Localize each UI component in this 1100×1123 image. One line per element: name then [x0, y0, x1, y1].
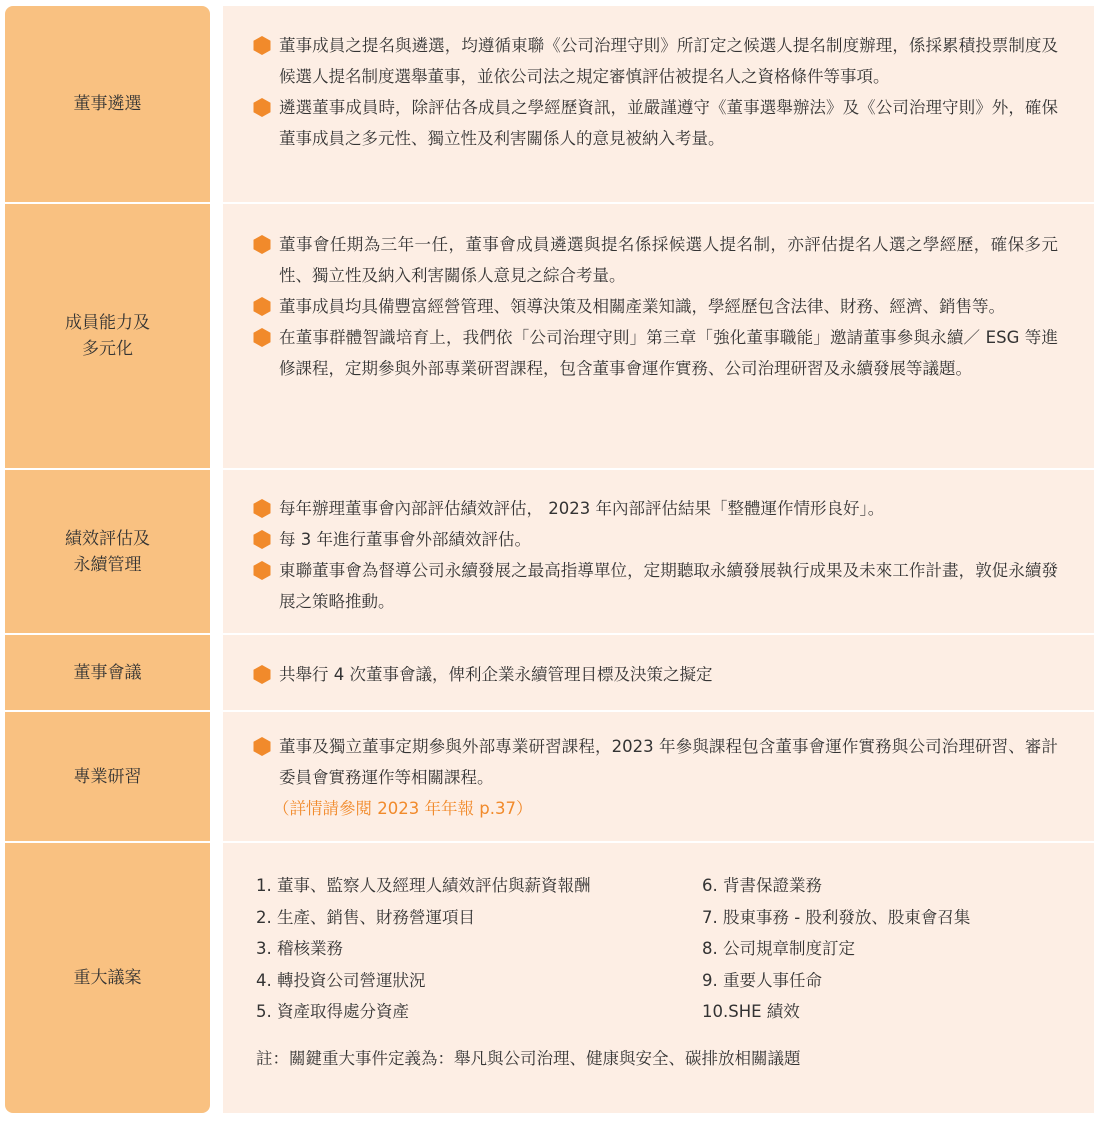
- agenda-item: 4. 轉投資公司營運狀況: [256, 970, 426, 990]
- label-text: 董事遴選: [73, 94, 142, 114]
- list-item: [253, 229, 1058, 291]
- hexagon-bullet-icon: [253, 328, 271, 347]
- label-line: 多元化: [82, 339, 133, 359]
- agenda-item: 6. 背書保證業務: [702, 876, 822, 895]
- agenda-item: 2. 生產、銷售、財務營運項目: [256, 907, 475, 927]
- bullet-list: [253, 659, 1058, 690]
- agenda-item: 3. 稽核業務: [256, 939, 343, 958]
- row-label-board-meetings: [5, 635, 210, 710]
- list-item: [253, 493, 1058, 524]
- hexagon-bullet-icon: [253, 530, 271, 549]
- label-line: 成員能力及: [65, 313, 150, 333]
- label-text: 董事會議: [73, 662, 142, 683]
- bullet-list: [253, 731, 1058, 793]
- label-line: 績效評估及: [65, 528, 150, 549]
- definition-note: 註：關鍵重大事件定義為：舉凡與公司治理、健康與安全、碳排放相關議題: [256, 1049, 801, 1068]
- bullet-text: 每 3 年進行董事會外部績效評估。: [279, 530, 531, 549]
- agenda-column-left: [256, 870, 591, 1028]
- row-label-director-selection: [5, 6, 210, 202]
- list-item: [253, 92, 1058, 154]
- bullet-text: 董事及獨立董事定期參與外部專業研習課程，2023 年參與課程包含董事會運作實務與公司治理研習、審計委員會實務運作等相關課程。: [279, 737, 1058, 787]
- label-text: [65, 310, 150, 362]
- list-item: [253, 291, 1058, 322]
- board-governance-table: [5, 6, 1094, 1113]
- hexagon-bullet-icon: [253, 665, 271, 684]
- bullet-list: [253, 493, 1058, 617]
- hexagon-bullet-icon: [253, 561, 271, 580]
- row-label-performance: [5, 470, 210, 633]
- agenda-item: 1. 董事、監察人及經理人績效評估與薪資報酬: [256, 876, 591, 895]
- list-item: [253, 555, 1058, 617]
- bullet-text: 每年辦理董事會內部評估績效評估， 2023 年內部評估結果「整體運作情形良好」。: [279, 499, 885, 518]
- hexagon-bullet-icon: [253, 36, 271, 55]
- agenda-item: 10.SHE 績效: [702, 1002, 800, 1021]
- row-content-director-selection: [223, 6, 1094, 202]
- row-label-training: [5, 712, 210, 841]
- bullet-text: 董事會任期為三年一任，董事會成員遴選與提名係採候選人提名制，亦評估提名人選之學經歷，確保多元性、獨立性及納入利害關係人意見之綜合考量。: [279, 235, 1058, 285]
- hexagon-bullet-icon: [253, 297, 271, 316]
- row-content-major-resolutions: [223, 843, 1094, 1113]
- agenda-item: 5. 資產取得處分資產: [256, 1002, 409, 1021]
- list-item: [253, 322, 1058, 384]
- bullet-text: 東聯董事會為督導公司永續發展之最高指導單位，定期聽取永續發展執行成果及未來工作計畫，敦促永續發展之策略推動。: [279, 561, 1058, 611]
- row-label-diversity: [5, 204, 210, 468]
- agenda-item: 9. 重要人事任命: [702, 970, 822, 990]
- label-line: 永續管理: [73, 554, 142, 575]
- hexagon-bullet-icon: [253, 235, 271, 254]
- hexagon-bullet-icon: [253, 98, 271, 117]
- agenda-item: 7. 股東事務 - 股利發放、股東會召集: [702, 907, 971, 927]
- list-item: [253, 659, 1058, 690]
- bullet-text: 董事成員均具備豐富經營管理、領導決策及相關產業知識，學經歷包含法律、財務、經濟、銷售等。: [279, 297, 1005, 316]
- bullet-text: 遴選董事成員時，除評估各成員之學經歷資訊，並嚴謹遵守《董事選舉辦法》及《公司治理守則》外，確保董事成員之多元性、獨立性及利害關係人的意見被納入考量。: [279, 98, 1058, 148]
- label-text: 專業研習: [73, 766, 142, 787]
- annual-report-reference-link[interactable]: （詳情請參閱 2023 年年報 p.37）: [273, 799, 533, 818]
- label-text: [65, 526, 150, 578]
- row-content-performance: [223, 470, 1094, 633]
- list-item: [253, 30, 1058, 92]
- agenda-item: 8. 公司規章制度訂定: [702, 939, 855, 958]
- bullet-text: 在董事群體智識培育上，我們依「公司治理守則」第三章「強化董事職能」邀請董事參與永續／ ESG 等進修課程，定期參與外部專業研習課程，包含董事會運作實務、公司治理研習及永續發展等議題。: [279, 328, 1058, 378]
- agenda-column-right: [702, 870, 970, 1028]
- bullet-list: [253, 229, 1058, 384]
- row-content-board-meetings: [223, 635, 1094, 710]
- list-item: [253, 524, 1058, 555]
- row-content-training: [223, 712, 1094, 841]
- label-text: 重大議案: [73, 968, 142, 988]
- bullet-text: 董事成員之提名與遴選，均遵循東聯《公司治理守則》所訂定之候選人提名制度辦理，係採累積投票制度及候選人提名制度選舉董事，並依公司法之規定審慎評估被提名人之資格條件等事項。: [279, 36, 1058, 86]
- bullet-list: [253, 30, 1058, 154]
- row-label-major-resolutions: [5, 843, 210, 1113]
- label-column: [5, 6, 210, 1113]
- hexagon-bullet-icon: [253, 737, 271, 756]
- bullet-text: 共舉行 4 次董事會議，俾利企業永續管理目標及決策之擬定: [279, 665, 713, 684]
- row-content-diversity: [223, 204, 1094, 468]
- hexagon-bullet-icon: [253, 499, 271, 518]
- list-item: [253, 731, 1058, 793]
